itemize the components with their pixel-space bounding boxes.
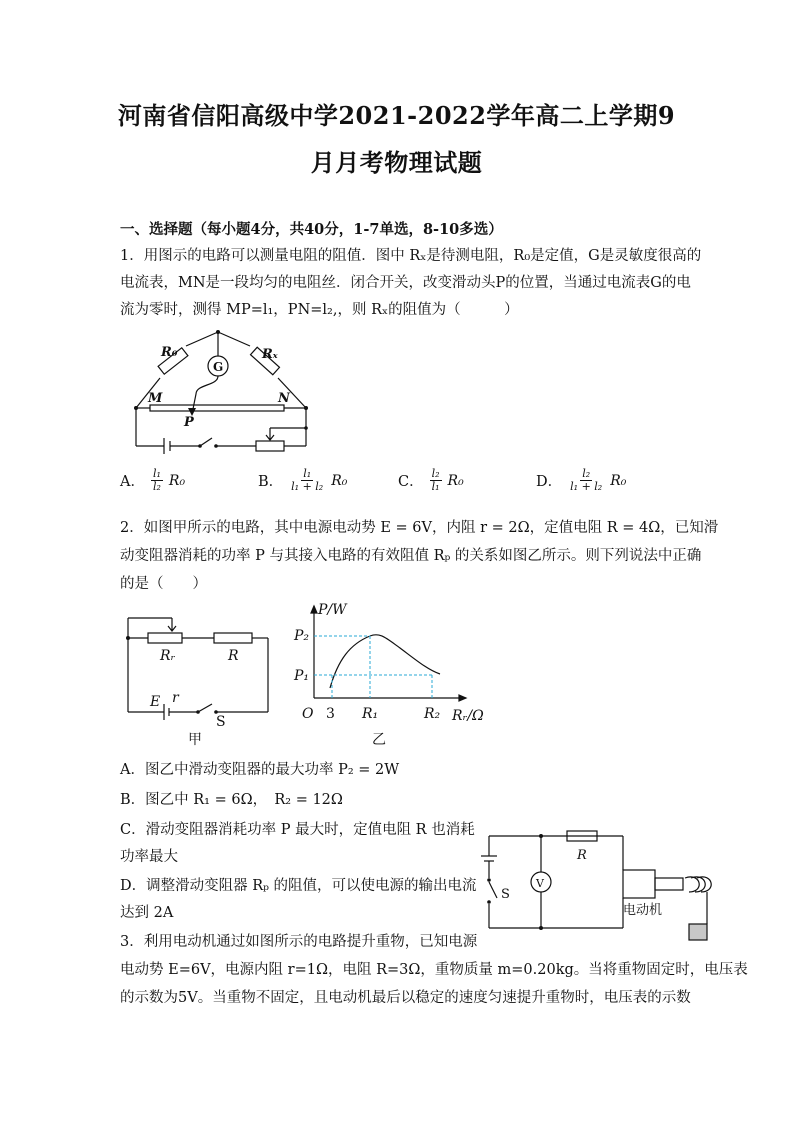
title-line-2: 月月考物理试题 xyxy=(310,148,483,177)
option-tail: R₀ xyxy=(447,472,464,489)
q2-line-3: 的是（ ） xyxy=(120,576,207,592)
fraction: $\frac{\text{l₁}}{\text{l₂}}$ xyxy=(152,467,161,493)
q3-line-2: 电动势 E=6V，电源内阻 r=1Ω，电阻 R=3Ω，重物质量 m=0.20kg。当将重物固定时，电压表 xyxy=(120,962,748,978)
q3-motor-circuit xyxy=(475,826,723,946)
option-letter: B． xyxy=(258,474,284,490)
q2-label-rr: Rᵣ xyxy=(160,648,176,664)
q2-option-d-line-1[interactable]: D．调整滑动变阻器 Rₚ 的阻值，可以使电源的输出电流 xyxy=(120,878,477,894)
q2-label-e: E xyxy=(150,694,161,710)
option-letter: A． xyxy=(120,474,145,490)
q2-circuit-jia xyxy=(120,610,280,750)
q1-line-3: 流为零时，测得 MP=l₁，PN=l₂,，则 Rₓ的阻值为（ ） xyxy=(120,302,519,318)
q3-line-3: 的示数为5V。当重物不固定，且电动机最后以稳定的速度匀速提升重物时，电压表的示数 xyxy=(120,990,691,1006)
q1-line-2: 电流表，MN是一段均匀的电阻丝．闭合开关，改变滑动头P的位置，当通过电流表G的电 xyxy=(120,275,691,291)
q2-axis-xlabel: Rᵣ/Ω xyxy=(452,708,484,724)
fraction: $\frac{\text{l₁}}{\text{l₁ + l₂}}$ xyxy=(291,467,324,493)
q2-tick-r1: R₁ xyxy=(362,706,379,722)
option-tail: R₀ xyxy=(610,472,627,489)
q3-label-r: R xyxy=(577,848,587,863)
q2-tick-r2: R₂ xyxy=(424,706,441,722)
q2-label-r-small: r xyxy=(172,690,179,706)
q1-option-b[interactable] xyxy=(258,468,347,493)
fraction: $\frac{\text{l₂}}{\text{l₁}}$ xyxy=(431,467,440,493)
q2-line-1: 2．如图甲所示的电路，其中电源电动势 E = 6V，内阻 r = 2Ω，定值电阻 R = 4Ω，已知滑 xyxy=(120,520,719,536)
q2-caption-jia: 甲 xyxy=(188,732,202,748)
option-tail: R₀ xyxy=(168,472,186,489)
fraction: $\frac{\text{l₂}}{\text{l₁ + l₂}}$ xyxy=(570,467,603,493)
q2-option-b[interactable]: B．图乙中 R₁ = 6Ω， R₂ = 12Ω xyxy=(120,792,343,808)
title-line-1: 河南省信阳高级中学2021-2022学年高二上学期9 xyxy=(117,101,676,130)
q2-label-r: R xyxy=(228,648,239,664)
q3-label-s: S xyxy=(501,887,510,902)
q2-tick-3: 3 xyxy=(326,706,335,722)
q3-label-motor: 电动机 xyxy=(623,903,663,918)
q1-line-1: 1．用图示的电路可以测量电阻的阻值．图中 Rₓ是待测电阻，R₀是定值，G是灵敏度很高的 xyxy=(120,248,702,264)
q1-label-g: G xyxy=(213,360,224,374)
q2-option-a[interactable]: A．图乙中滑动变阻器的最大功率 P₂ = 2W xyxy=(120,762,400,778)
q1-label-p: P xyxy=(184,415,194,430)
option-tail: R₀ xyxy=(331,472,348,489)
q1-option-c[interactable] xyxy=(398,468,464,493)
q2-axis-ylabel: P/W xyxy=(318,602,347,618)
q1-label-m: M xyxy=(148,391,163,406)
q1-circuit-diagram xyxy=(128,326,328,456)
q1-label-rx: Rₓ xyxy=(262,347,278,362)
q2-option-d-line-2[interactable]: 达到 2A xyxy=(120,905,174,921)
q1-option-d[interactable] xyxy=(536,468,626,493)
q2-caption-yi: 乙 xyxy=(372,732,386,748)
q2-label-p1: P₁ xyxy=(294,668,310,684)
q2-graph-yi xyxy=(288,598,498,750)
q2-option-c-line-1[interactable]: C．滑动变阻器消耗功率 P 最大时，定值电阻 R 也消耗 xyxy=(120,822,475,838)
q1-option-a[interactable] xyxy=(120,468,185,493)
option-letter: D． xyxy=(536,474,563,490)
q3-line-1: 3．利用电动机通过如图所示的电路提升重物，已知电源 xyxy=(120,934,478,950)
q2-label-p2: P₂ xyxy=(294,628,310,644)
option-letter: C． xyxy=(398,474,424,490)
q2-label-origin: O xyxy=(302,706,314,722)
q2-line-2: 动变阻器消耗的功率 P 与其接入电路的有效阻值 Rₚ 的关系如图乙所示。则下列说法中正确 xyxy=(120,548,702,564)
q1-label-n: N xyxy=(278,391,290,406)
q3-label-v: V xyxy=(536,877,544,890)
section-heading: 一、选择题（每小题4分，共40分，1-7单选，8-10多选） xyxy=(120,221,503,238)
q2-label-s: S xyxy=(216,714,226,730)
q2-option-c-line-2[interactable]: 功率最大 xyxy=(120,849,178,865)
q1-label-r0: R₀ xyxy=(161,345,178,360)
